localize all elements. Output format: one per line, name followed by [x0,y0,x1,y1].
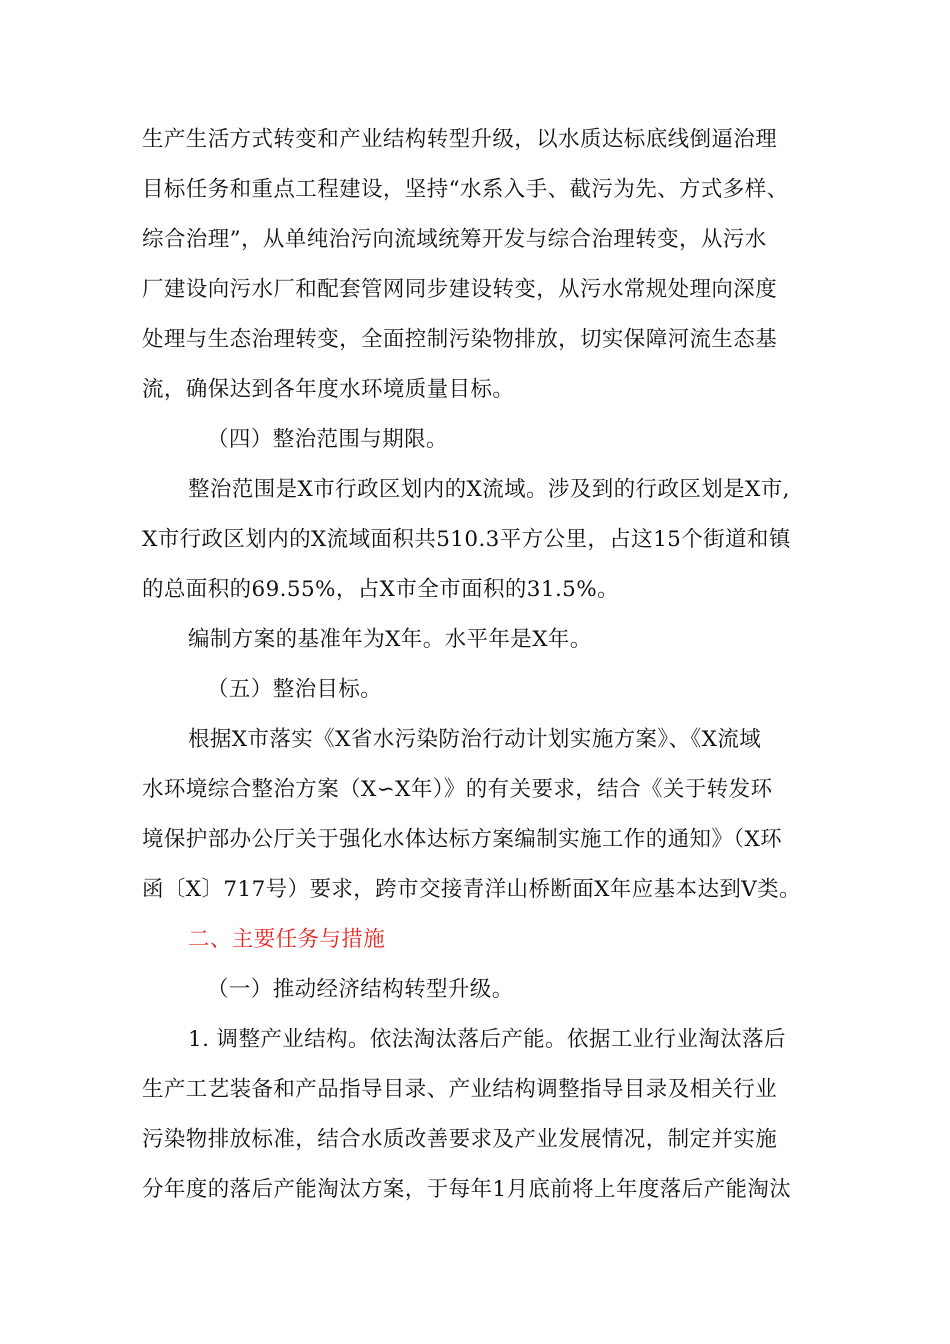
body-line: 根据X市落实《X省水污染防治行动计划实施方案》、《X流域 [188,727,762,752]
body-line: 综合治理”，从单纯治污向流域统筹开发与综合治理转变，从污水 [142,227,767,252]
section-heading: （一）推动经济结构转型升级。 [207,977,514,1002]
body-line: 水环境综合整治方案（X∽X年）》的有关要求，结合《关于转发环 [142,777,773,802]
body-line: 流，确保达到各年度水环境质量目标。 [142,377,515,402]
body-line: 处理与生态治理转变，全面控制污染物排放，切实保障河流生态基 [142,327,778,352]
body-line: 分年度的落后产能淘汰方案，于每年1月底前将上年度落后产能淘汰 [142,1177,792,1202]
body-line: 整治范围是X市行政区划内的X流域。涉及到的行政区划是X市, [188,477,790,502]
body-line: 1. 调整产业结构。依法淘汰落后产能。依据工业行业淘汰落后 [188,1027,786,1052]
body-line: 污染物排放标准，结合水质改善要求及产业发展情况，制定并实施 [142,1127,778,1152]
body-line: 生产工艺装备和产品指导目录、产业结构调整指导目录及相关行业 [142,1077,778,1102]
body-line: 编制方案的基准年为X年。水平年是X年。 [188,627,592,652]
body-line: 的总面积的69.55%，占X市全市面积的31.5%。 [142,577,619,602]
body-line: X市行政区划内的X流域面积共510.3平方公里，占这15个街道和镇 [142,527,791,552]
body-line: 函〔X〕717号）要求，跨市交接青洋山桥断面X年应基本达到V类。 [142,877,801,902]
body-line: 生产生活方式转变和产业结构转型升级，以水质达标底线倒逼治理 [142,127,778,152]
body-line: 目标任务和重点工程建设，坚持“水系入手、截污为先、方式多样、 [142,177,789,202]
section-heading: （四）整治范围与期限。 [207,427,448,452]
body-line: 境保护部办公厅关于强化水体达标方案编制实施工作的通知》（X环 [142,827,783,852]
body-line: 厂建设向污水厂和配套管网同步建设转变，从污水常规处理向深度 [142,277,778,302]
chapter-heading: 二、主要任务与措施 [188,927,386,952]
section-heading: （五）整治目标。 [207,677,383,702]
